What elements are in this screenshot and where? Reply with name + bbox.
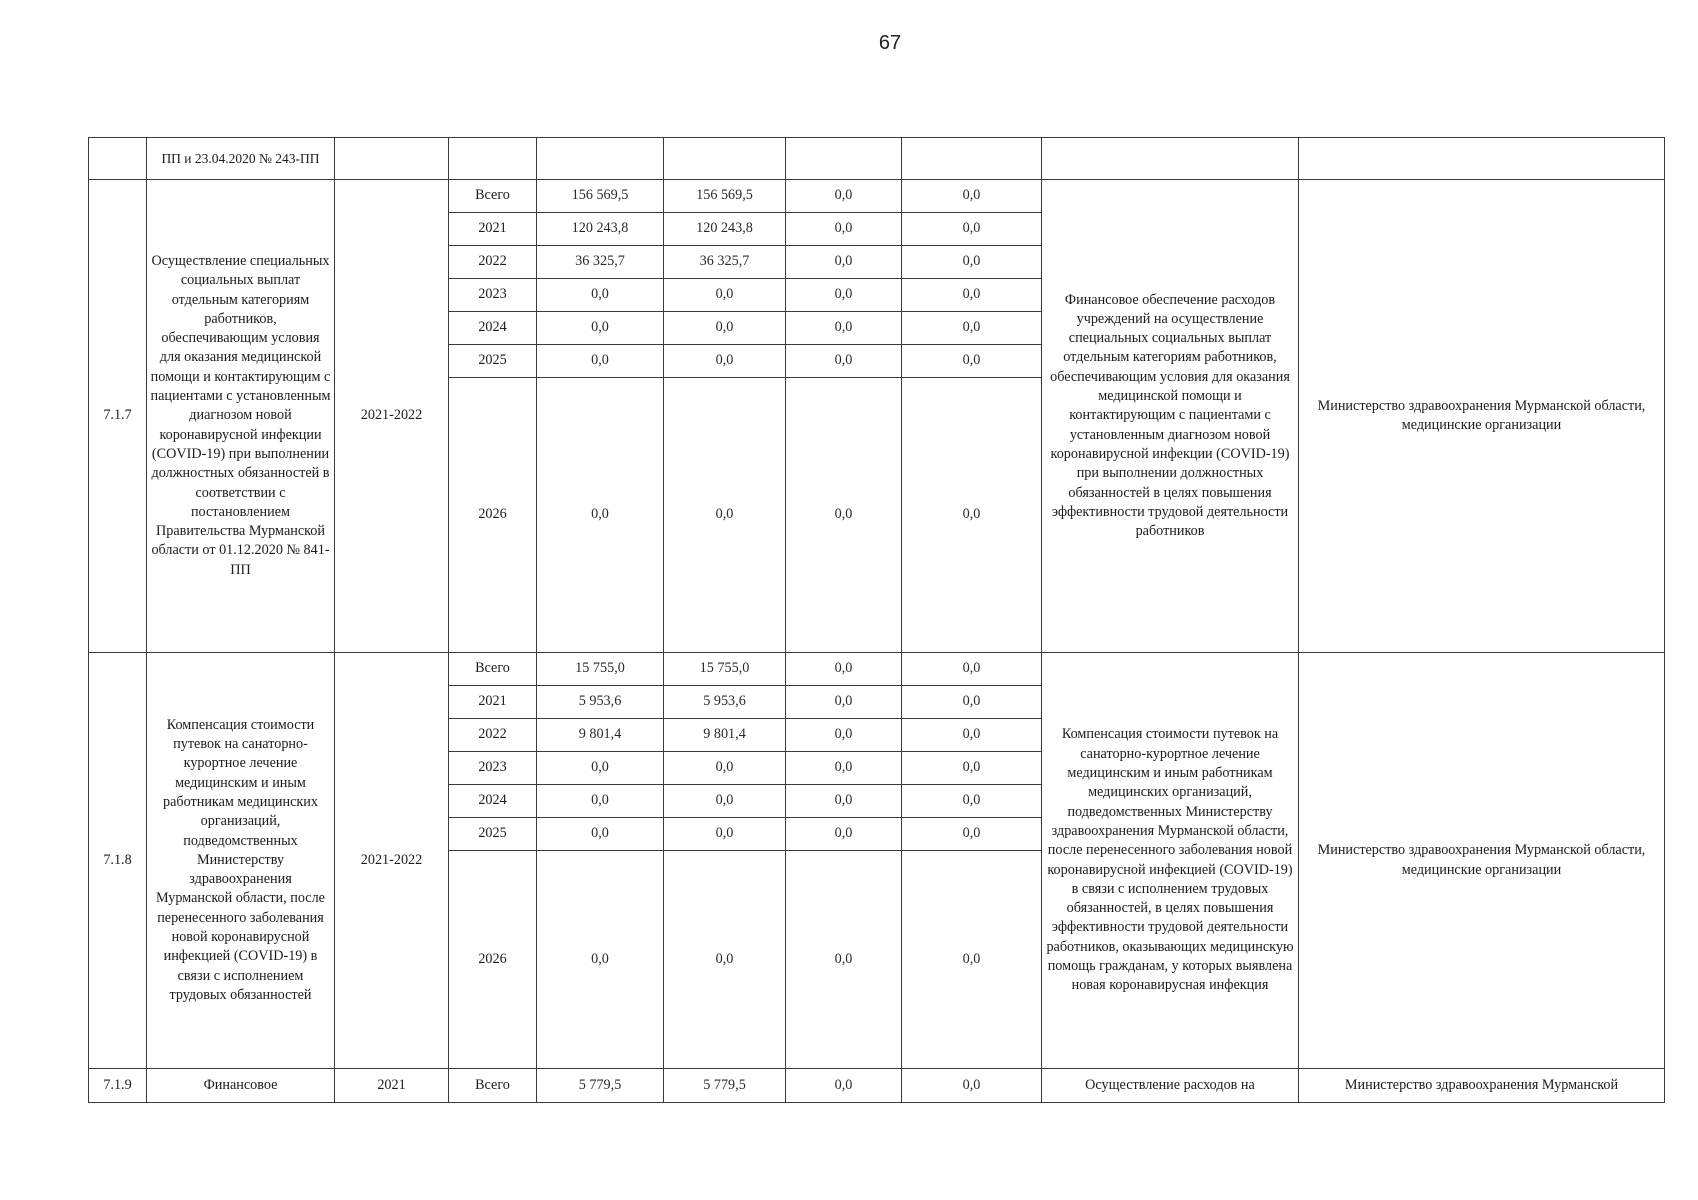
financing-regional: 0,0 bbox=[664, 279, 786, 312]
financing-year: 2022 bbox=[449, 719, 537, 752]
activity-result: Финансовое обеспечение расходов учреждений на осуществление специальных социальных выплат отдельным категориям работников, обеспечивающим условия для оказания медицинской помощи и контактирующим с пациентами с установленным диагнозом новой коронавирусной инфекции (COVID-19) при выполнении должностных обязанностей в целях повышения эффективности трудовой деятельности работников bbox=[1042, 180, 1299, 653]
financing-federal: 0,0 bbox=[786, 345, 902, 378]
activity-executor: Министерство здравоохранения Мурманской bbox=[1299, 1069, 1665, 1103]
page-number: 67 bbox=[878, 32, 902, 54]
activity-row bbox=[89, 1069, 1665, 1103]
carryover-name-cell: ПП и 23.04.2020 № 243-ПП bbox=[147, 138, 335, 180]
financing-federal: 0,0 bbox=[786, 279, 902, 312]
activity-row bbox=[89, 653, 1665, 686]
financing-year: Всего bbox=[449, 1069, 537, 1103]
financing-other: 0,0 bbox=[902, 719, 1042, 752]
financing-regional: 0,0 bbox=[664, 818, 786, 851]
financing-year: 2023 bbox=[449, 279, 537, 312]
activity-executor: Министерство здравоохранения Мурманской области, медицинские организации bbox=[1299, 180, 1665, 653]
carryover-result-cell bbox=[1042, 138, 1299, 180]
financing-regional: 0,0 bbox=[664, 851, 786, 1069]
financing-year: 2022 bbox=[449, 246, 537, 279]
financing-total: 0,0 bbox=[537, 785, 664, 818]
activity-period: 2021-2022 bbox=[335, 180, 449, 653]
financing-other: 0,0 bbox=[902, 818, 1042, 851]
activity-executor: Министерство здравоохранения Мурманской области, медицинские организации bbox=[1299, 653, 1665, 1069]
financing-other: 0,0 bbox=[902, 785, 1042, 818]
financing-federal: 0,0 bbox=[786, 1069, 902, 1103]
financing-total: 9 801,4 bbox=[537, 719, 664, 752]
financing-regional: 0,0 bbox=[664, 378, 786, 653]
financing-other: 0,0 bbox=[902, 246, 1042, 279]
financing-regional: 36 325,7 bbox=[664, 246, 786, 279]
financing-federal: 0,0 bbox=[786, 378, 902, 653]
carryover-federal-cell bbox=[786, 138, 902, 180]
financing-total: 5 953,6 bbox=[537, 686, 664, 719]
activity-period: 2021-2022 bbox=[335, 653, 449, 1069]
activity-name: Компенсация стоимости путевок на санаторно-курортное лечение медицинским и иным работникам медицинских организаций, подведомственных Министерству здравоохранения Мурманской области, после перенесенного заболевания новой коронавирусной инфекцией (COVID-19) в связи с исполнением трудовых обязанностей bbox=[147, 653, 335, 1069]
financing-regional: 0,0 bbox=[664, 345, 786, 378]
financing-federal: 0,0 bbox=[786, 246, 902, 279]
financing-other: 0,0 bbox=[902, 1069, 1042, 1103]
carryover-period-cell bbox=[335, 138, 449, 180]
carryover-total-cell bbox=[537, 138, 664, 180]
financing-year: 2025 bbox=[449, 345, 537, 378]
carryover-other-cell bbox=[902, 138, 1042, 180]
financing-year: 2025 bbox=[449, 818, 537, 851]
financing-total: 0,0 bbox=[537, 312, 664, 345]
carryover-executor-cell bbox=[1299, 138, 1665, 180]
activity-result: Компенсация стоимости путевок на санаторно-курортное лечение медицинским и иным работникам медицинских организаций, подведомственных Министерству здравоохранения Мурманской области, после перенесенного заболевания новой коронавирусной инфекцией (COVID-19) в связи с исполнением трудовых обязанностей, в целях повышения эффективности трудовой деятельности работников, оказывающих медицинскую помощь гражданам, у которых выявлена новая коронавирусная инфекция bbox=[1042, 653, 1299, 1069]
activity-number: 7.1.9 bbox=[89, 1069, 147, 1103]
financing-total: 15 755,0 bbox=[537, 653, 664, 686]
financing-total: 0,0 bbox=[537, 345, 664, 378]
financing-federal: 0,0 bbox=[786, 312, 902, 345]
financing-year: 2026 bbox=[449, 378, 537, 653]
financing-federal: 0,0 bbox=[786, 213, 902, 246]
activity-row bbox=[89, 180, 1665, 213]
financing-other: 0,0 bbox=[902, 378, 1042, 653]
carryover-num-cell bbox=[89, 138, 147, 180]
activity-period: 2021 bbox=[335, 1069, 449, 1103]
financing-total: 0,0 bbox=[537, 851, 664, 1069]
financing-regional: 15 755,0 bbox=[664, 653, 786, 686]
financing-other: 0,0 bbox=[902, 312, 1042, 345]
financing-year: 2026 bbox=[449, 851, 537, 1069]
activity-name: Осуществление специальных социальных выплат отдельным категориям работников, обеспечивающим условия для оказания медицинской помощи и контактирующим с пациентами с установленным диагнозом новой коронавирусной инфекции (COVID-19) при выполнении должностных обязанностей в соответствии с постановлением Правительства Мурманской области от 01.12.2020 № 841-ПП bbox=[147, 180, 335, 653]
activity-name: Финансовое bbox=[147, 1069, 335, 1103]
carryover-regional-cell bbox=[664, 138, 786, 180]
financing-federal: 0,0 bbox=[786, 686, 902, 719]
financing-federal: 0,0 bbox=[786, 653, 902, 686]
financing-year: 2021 bbox=[449, 686, 537, 719]
financing-other: 0,0 bbox=[902, 213, 1042, 246]
financing-regional: 0,0 bbox=[664, 312, 786, 345]
financing-regional: 0,0 bbox=[664, 752, 786, 785]
financing-federal: 0,0 bbox=[786, 752, 902, 785]
activity-number: 7.1.8 bbox=[89, 653, 147, 1069]
financing-year: 2021 bbox=[449, 213, 537, 246]
financing-federal: 0,0 bbox=[786, 180, 902, 213]
financing-year: Всего bbox=[449, 653, 537, 686]
activity-result: Осуществление расходов на bbox=[1042, 1069, 1299, 1103]
financing-regional: 5 779,5 bbox=[664, 1069, 786, 1103]
financing-regional: 120 243,8 bbox=[664, 213, 786, 246]
financing-other: 0,0 bbox=[902, 653, 1042, 686]
financing-other: 0,0 bbox=[902, 180, 1042, 213]
financing-other: 0,0 bbox=[902, 686, 1042, 719]
financing-regional: 9 801,4 bbox=[664, 719, 786, 752]
financing-other: 0,0 bbox=[902, 752, 1042, 785]
financing-total: 0,0 bbox=[537, 818, 664, 851]
activity-number: 7.1.7 bbox=[89, 180, 147, 653]
financing-federal: 0,0 bbox=[786, 785, 902, 818]
financing-total: 0,0 bbox=[537, 378, 664, 653]
financing-total: 0,0 bbox=[537, 279, 664, 312]
financing-regional: 0,0 bbox=[664, 785, 786, 818]
program-activities-table bbox=[88, 137, 1665, 1103]
financing-federal: 0,0 bbox=[786, 818, 902, 851]
financing-regional: 5 953,6 bbox=[664, 686, 786, 719]
financing-total: 0,0 bbox=[537, 752, 664, 785]
financing-total: 36 325,7 bbox=[537, 246, 664, 279]
financing-year: Всего bbox=[449, 180, 537, 213]
financing-total: 5 779,5 bbox=[537, 1069, 664, 1103]
financing-regional: 156 569,5 bbox=[664, 180, 786, 213]
financing-federal: 0,0 bbox=[786, 719, 902, 752]
financing-year: 2024 bbox=[449, 785, 537, 818]
financing-total: 120 243,8 bbox=[537, 213, 664, 246]
financing-other: 0,0 bbox=[902, 851, 1042, 1069]
financing-other: 0,0 bbox=[902, 279, 1042, 312]
financing-year: 2023 bbox=[449, 752, 537, 785]
carryover-year-cell bbox=[449, 138, 537, 180]
financing-federal: 0,0 bbox=[786, 851, 902, 1069]
financing-total: 156 569,5 bbox=[537, 180, 664, 213]
financing-year: 2024 bbox=[449, 312, 537, 345]
financing-other: 0,0 bbox=[902, 345, 1042, 378]
carryover-row bbox=[89, 138, 1665, 180]
